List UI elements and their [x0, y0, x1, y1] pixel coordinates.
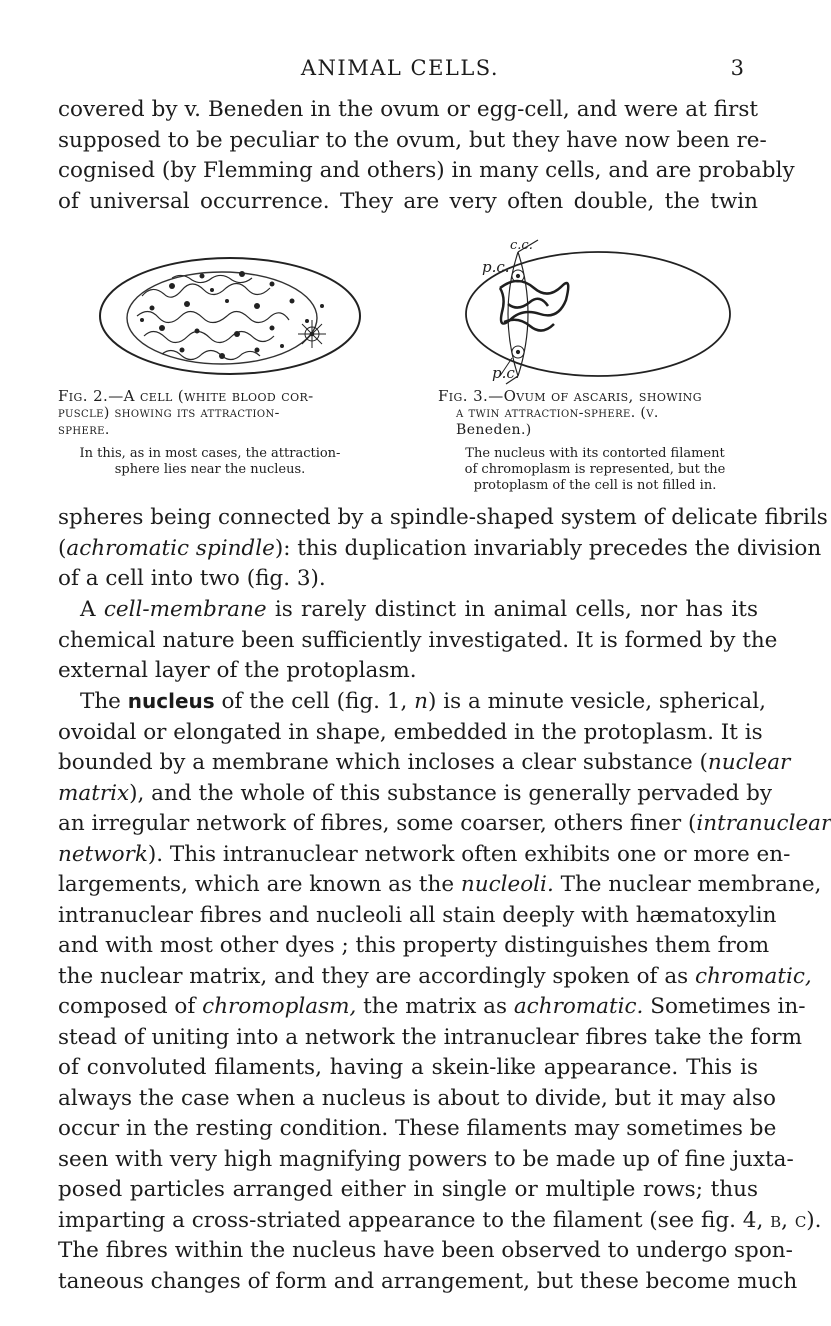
- cell-nucleus-mass: [127, 272, 317, 364]
- text-line: A cell-membrane is rarely distinct in animal cells, nor has its: [80, 597, 758, 622]
- attraction-sphere-bottom: [512, 346, 524, 358]
- text-line: The fibres within the nucleus have been observed to undergo spon-: [58, 1238, 793, 1263]
- text-line: ovoidal or elongated in shape, embedded in the protoplasm. It is: [58, 719, 763, 745]
- term-intranuclear-network: intranuclear: [696, 811, 831, 836]
- text-line: taneous changes of form and arrangement, but these become much: [58, 1268, 798, 1294]
- text-line: stead of uniting into a network the intranuclear fibres take the form: [58, 1024, 802, 1050]
- attraction-sphere: [298, 320, 326, 348]
- term-achromatic-spindle: achromatic spindle: [66, 535, 275, 561]
- text-line: external layer of the protoplasm.: [58, 658, 417, 683]
- term-nucleus: nucleus: [127, 689, 215, 713]
- caption-line: puscle) showing its attraction-: [58, 405, 280, 421]
- text-line: spheres being connected by a spindle-shaped system of delicate fibrils: [58, 505, 828, 530]
- caption-line: sphere lies near the nucleus.: [114, 462, 306, 477]
- fig3-label-pc-bottom: p.c.: [492, 364, 520, 382]
- caption-line: protoplasm of the cell is not filled in.: [473, 478, 717, 493]
- caption-line: of chromoplasm is represented, but the: [464, 462, 726, 477]
- text-line: bounded by a membrane which incloses a clear substance (nuclear: [58, 750, 791, 775]
- page-number: 3: [730, 56, 744, 80]
- text-line: supposed to be peculiar to the ovum, but they have now been re-: [58, 127, 767, 153]
- fig2-caption-note: [52, 446, 368, 478]
- text-line: matrix), and the whole of this substance is generally pervaded by: [58, 780, 773, 806]
- term-chromatic: chromatic,: [695, 963, 812, 989]
- caption-line: sphere.: [58, 422, 110, 438]
- fig2-cell-illustration: [82, 246, 382, 386]
- caption-line: a twin attraction-sphere. (v.: [456, 405, 659, 421]
- text-line: occur in the resting condition. These filaments may sometimes be: [58, 1116, 777, 1141]
- text-line: of convoluted filaments, having a skein-like appearance. This is: [58, 1055, 758, 1080]
- fig3-caption-note: [430, 446, 760, 494]
- caption-line: Fig. 3.—Ovum of ascaris, showing: [438, 387, 702, 405]
- paragraph-nucleus: [58, 686, 831, 1297]
- term-nucleoli: nucleoli.: [460, 872, 554, 897]
- text-line: imparting a cross-striated appearance to the filament (see fig. 4, b, c).: [58, 1207, 822, 1233]
- text-line: chemical nature been sufficiently investigated. It is formed by the: [58, 627, 778, 653]
- granular-protoplasm: [137, 275, 289, 359]
- text-line: largements, which are known as the nucleoli. The nuclear membrane,: [58, 872, 822, 897]
- text-line: covered by v. Beneden in the ovum or egg-cell, and were at first: [58, 97, 758, 122]
- text-line: always the case when a nucleus is about to divide, but it may also: [58, 1085, 776, 1111]
- text-line: network). This intranuclear network often exhibits one or more en-: [58, 841, 791, 867]
- caption-line: Beneden.): [456, 422, 532, 438]
- text-line: of universal occurrence. They are very often double, the twin: [58, 188, 758, 214]
- paragraph-cell-membrane: [58, 595, 778, 687]
- text-line: the nuclear matrix, and they are accordingly spoken of as chromatic,: [58, 963, 812, 989]
- text-line: an irregular network of fibres, some coarser, others finer (intranuclear: [58, 811, 831, 836]
- term-achromatic: achromatic.: [513, 994, 644, 1019]
- paragraph-spindle: [58, 503, 828, 595]
- text-line: seen with very high magnifying powers to be made up of fine juxta-: [58, 1146, 794, 1172]
- caption-line: In this, as in most cases, the attraction-: [79, 446, 341, 461]
- text-line: intranuclear fibres and nucleoli all stain deeply with hæmatoxylin: [58, 902, 777, 928]
- text-line: posed particles arranged either in single or multiple rows; thus: [58, 1177, 758, 1202]
- term-nuclear-matrix: nuclear: [707, 750, 791, 775]
- paragraph-continuation: [58, 95, 795, 217]
- term-cell-membrane: cell-membrane: [103, 597, 267, 622]
- fig3-label-pc-top: p.c.: [482, 258, 510, 276]
- fig3-label-cc: c.c.: [510, 238, 533, 253]
- page-header: [0, 56, 800, 86]
- text-line: of a cell into two (fig. 3).: [58, 566, 326, 591]
- term-chromoplasm: chromoplasm,: [202, 994, 357, 1019]
- text-line: cognised (by Flemming and others) in many cells, and are probably: [58, 158, 795, 183]
- fig3-caption-title: [438, 388, 758, 439]
- text-line: The nucleus of the cell (fig. 1, n) is a minute vesicle, spherical,: [80, 689, 766, 714]
- text-line: (achromatic spindle): this duplication invariably precedes the division: [58, 535, 822, 561]
- running-title: ANIMAL CELLS.: [300, 56, 500, 80]
- text-line: composed of chromoplasm, the matrix as achromatic. Sometimes in-: [58, 994, 806, 1019]
- caption-line: The nucleus with its contorted filament: [465, 446, 725, 461]
- text-line: and with most other dyes ; this property distinguishes them from: [58, 933, 770, 958]
- fig2-caption-title: [58, 388, 358, 439]
- cell-outline: [100, 258, 360, 374]
- caption-line: Fig. 2.—A cell (white blood cor-: [58, 387, 314, 405]
